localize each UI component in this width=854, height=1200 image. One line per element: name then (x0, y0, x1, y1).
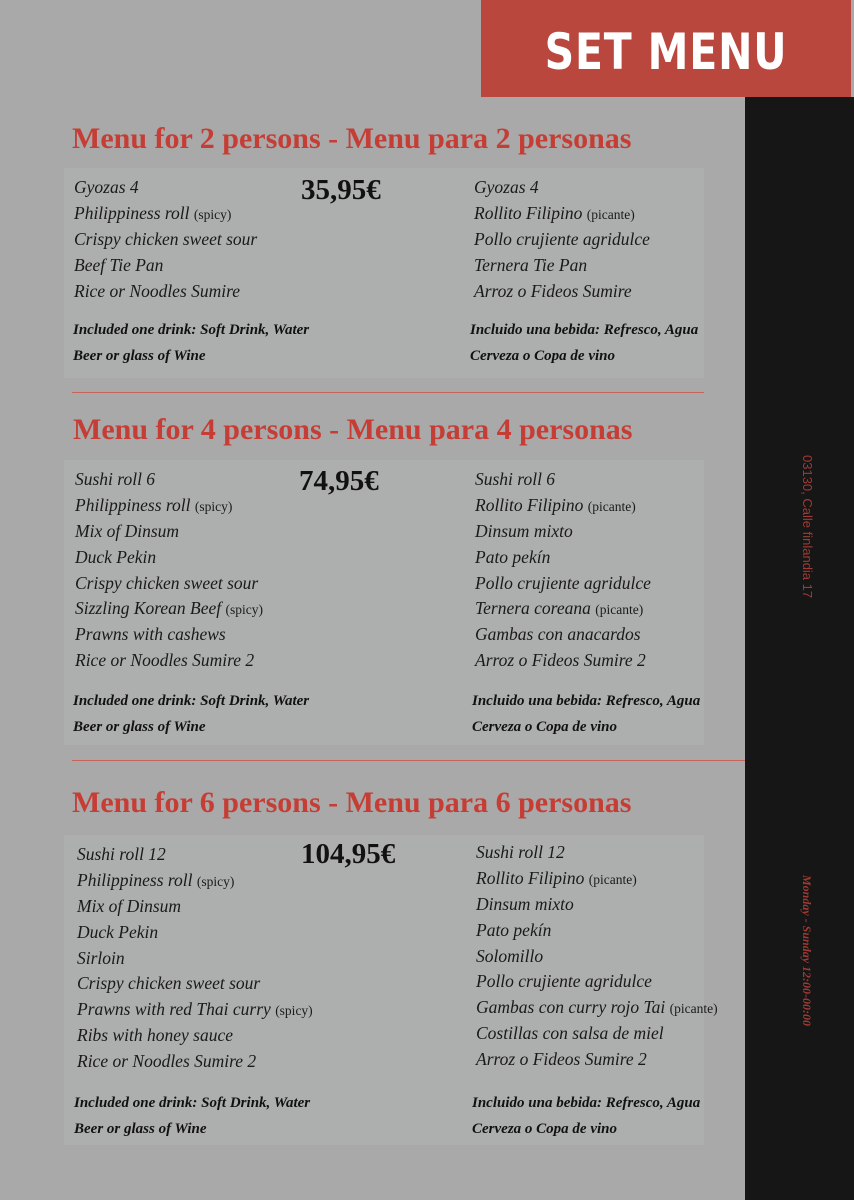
dish-item: Duck Pekin (77, 921, 159, 942)
dish-item: Costillas con salsa de miel (476, 1023, 664, 1044)
dish-item: Ternera Tie Pan (474, 254, 588, 275)
dark-sidebar (745, 97, 854, 1200)
price-label: 74,95€ (299, 465, 379, 497)
dish-list-es (474, 175, 650, 304)
dish-item: Crispy chicken sweet sour (74, 228, 258, 249)
dish-item: Rollito Filipino (picante) (475, 494, 636, 515)
page-title: SET MENU (544, 23, 788, 81)
drink-info-en: Included one drink: Soft Drink, Water Beer or glass of Wine (73, 322, 310, 364)
dish-item: Gyozas 4 (74, 177, 139, 197)
dish-item: Sirloin (77, 947, 125, 968)
drink-info-en: Included one drink: Soft Drink, Water Beer or glass of Wine (73, 693, 310, 735)
drink-info-es: Incluido una bebida: Refresco, Agua Cerveza o Copa de vino (472, 1095, 701, 1137)
dish-item: Solomillo (476, 945, 544, 966)
dish-item: Pollo crujiente agridulce (475, 572, 651, 593)
dish-item: Beef Tie Pan (74, 254, 164, 275)
dish-item: Rice or Noodles Sumire 2 (75, 650, 255, 671)
dish-item: Mix of Dinsum (75, 520, 180, 541)
dish-item: Philippiness roll (spicy) (75, 494, 233, 515)
dish-item: Sushi roll 12 (77, 844, 166, 864)
dish-list-es (475, 467, 651, 674)
dish-item: Arroz o Fideos Sumire 2 (475, 650, 646, 671)
section-title: Menu for 2 persons - Menu para 2 personas (72, 122, 632, 155)
dish-item: Mix of Dinsum (77, 895, 182, 916)
dish-item: Philippiness roll (spicy) (74, 202, 232, 223)
dish-item: Pollo crujiente agridulce (476, 971, 652, 992)
dish-item: Ribs with honey sauce (77, 1025, 234, 1046)
dish-list-en (74, 175, 257, 304)
dish-item: Dinsum mixto (475, 520, 573, 541)
dish-item: Crispy chicken sweet sour (75, 572, 259, 593)
dish-item: Prawns with red Thai curry (spicy) (77, 999, 313, 1020)
dish-item: Sizzling Korean Beef (spicy) (75, 598, 264, 619)
dish-item: Rollito Filipino (picante) (474, 202, 635, 223)
dish-item: Arroz o Fideos Sumire (474, 280, 632, 301)
dish-item: Pato pekín (475, 546, 551, 567)
dish-item: Rice or Noodles Sumire (74, 280, 241, 301)
dish-item: Pato pekín (476, 919, 552, 940)
price-label: 35,95€ (301, 174, 381, 206)
dish-item: Sushi roll 12 (476, 842, 565, 862)
dish-item: Gyozas 4 (474, 177, 539, 197)
address-text: 03130, Calle finlandia 17 (800, 455, 815, 599)
drink-info-es: Incluido una bebida: Refresco, Agua Cerveza o Copa de vino (472, 693, 701, 735)
dish-item: Gambas con anacardos (475, 624, 641, 645)
dish-item: Rollito Filipino (picante) (476, 867, 637, 888)
dish-list-es (476, 840, 718, 1073)
dish-item: Prawns with cashews (75, 624, 226, 645)
dish-item: Philippiness roll (spicy) (77, 869, 235, 890)
dish-item: Gambas con curry rojo Tai (picante) (476, 997, 718, 1018)
dish-item: Dinsum mixto (476, 893, 574, 914)
section-divider (72, 760, 745, 761)
dish-list-en (77, 842, 313, 1075)
dish-item: Sushi roll 6 (475, 469, 556, 489)
dish-item: Arroz o Fideos Sumire 2 (476, 1049, 647, 1070)
title-banner (481, 0, 851, 97)
price-label: 104,95€ (301, 838, 396, 870)
section-title: Menu for 4 persons - Menu para 4 personas (73, 413, 633, 446)
section-divider (72, 392, 704, 393)
dish-list-en (75, 467, 263, 674)
drink-info-es: Incluido una bebida: Refresco, Agua Cerveza o Copa de vino (470, 322, 699, 364)
dish-item: Crispy chicken sweet sour (77, 973, 261, 994)
section-title: Menu for 6 persons - Menu para 6 personas (72, 786, 632, 819)
dish-item: Duck Pekin (75, 546, 157, 567)
opening-hours-text: Monday - Sunday 12:00-00:00 (800, 875, 814, 1027)
drink-info-en: Included one drink: Soft Drink, Water Beer or glass of Wine (74, 1095, 311, 1137)
dish-item: Sushi roll 6 (75, 469, 156, 489)
dish-item: Ternera coreana (picante) (475, 598, 644, 619)
dish-item: Pollo crujiente agridulce (474, 228, 650, 249)
dish-item: Rice or Noodles Sumire 2 (77, 1051, 257, 1072)
